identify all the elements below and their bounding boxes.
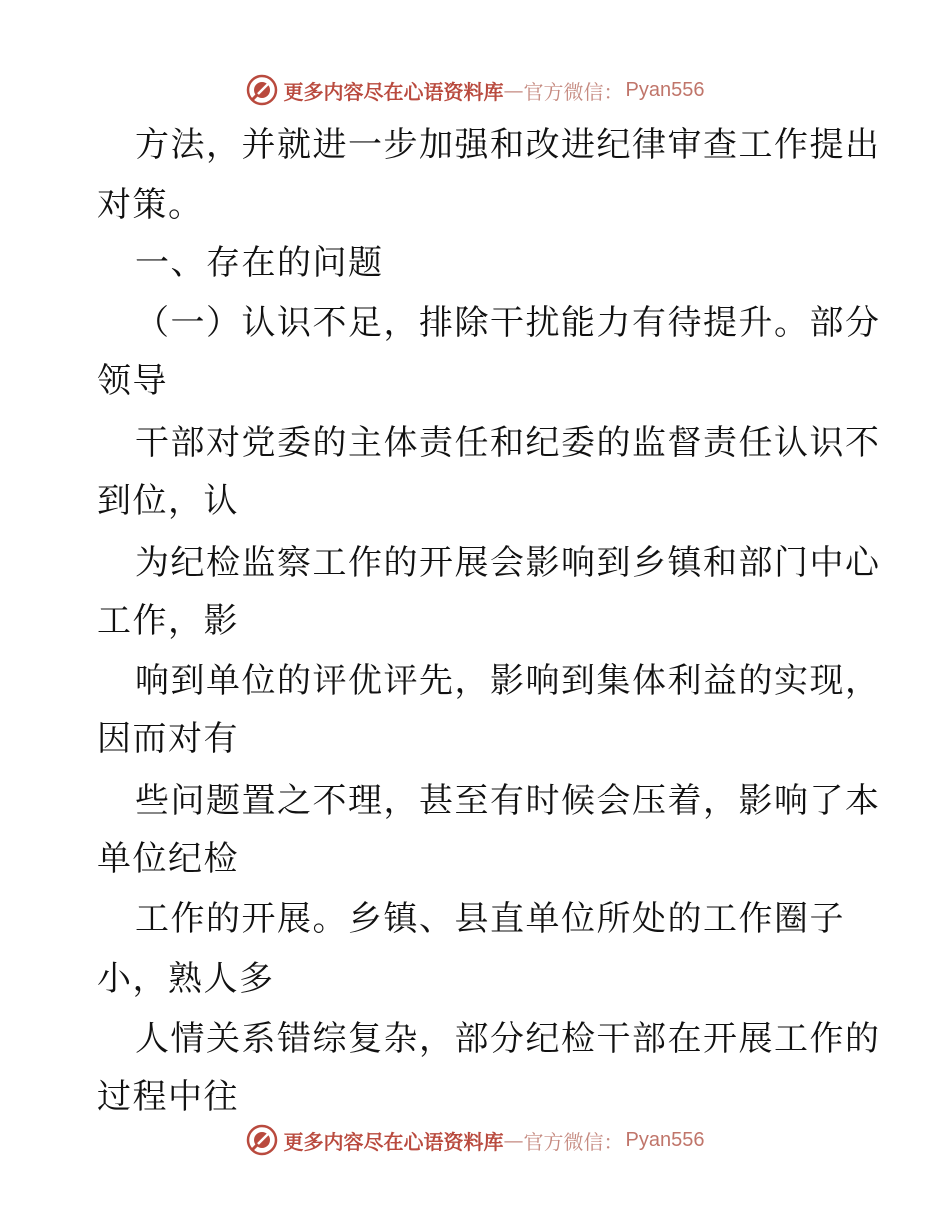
footer-watermark — [0, 1120, 950, 1160]
body-line: 干部对党委的主体责任和纪委的监督责任认识不 — [135, 423, 881, 463]
header-wechat-label: 官方微信： — [523, 79, 624, 104]
body-line: 到位，认 — [97, 481, 239, 521]
body-line: 小，熟人多 — [97, 959, 275, 999]
body-line: 因而对有 — [97, 719, 239, 759]
body-line: 过程中往 — [97, 1077, 239, 1117]
footer-brand-text: 更多内容尽在心语资料库 — [283, 1129, 504, 1154]
footer-wechat-label: 官方微信： — [523, 1129, 624, 1154]
body-line: 单位纪检 — [97, 839, 239, 879]
body-line: 些问题置之不理，甚至有时候会压着，影响了本 — [135, 781, 881, 821]
header-wechat-id: Pyan556 — [625, 78, 705, 101]
header-watermark — [0, 70, 950, 110]
body-line: 领导 — [97, 361, 168, 401]
footer-wechat-id: Pyan556 — [625, 1128, 705, 1151]
body-line: 工作的开展。乡镇、县直单位所处的工作圈子 — [135, 899, 845, 939]
body-line: 对策。 — [97, 185, 204, 225]
subsection-heading: （一）认识不足，排除干扰能力有待提升。部分 — [135, 303, 881, 343]
section-heading: 一、存在的问题 — [135, 243, 384, 283]
seal-logo-icon — [246, 1124, 278, 1156]
body-line: 工作，影 — [97, 601, 239, 641]
body-line: 人情关系错综复杂，部分纪检干部在开展工作的 — [135, 1019, 881, 1059]
header-brand-text: 更多内容尽在心语资料库 — [283, 79, 504, 104]
body-line: 方法，并就进一步加强和改进纪律审查工作提出 — [135, 125, 881, 165]
body-line: 为纪检监察工作的开展会影响到乡镇和部门中心 — [135, 543, 881, 583]
body-line: 响到单位的评优评先，影响到集体利益的实现， — [135, 661, 881, 701]
footer-dash: — — [503, 1128, 524, 1152]
header-dash: — — [503, 78, 524, 102]
seal-logo-icon — [246, 74, 278, 106]
